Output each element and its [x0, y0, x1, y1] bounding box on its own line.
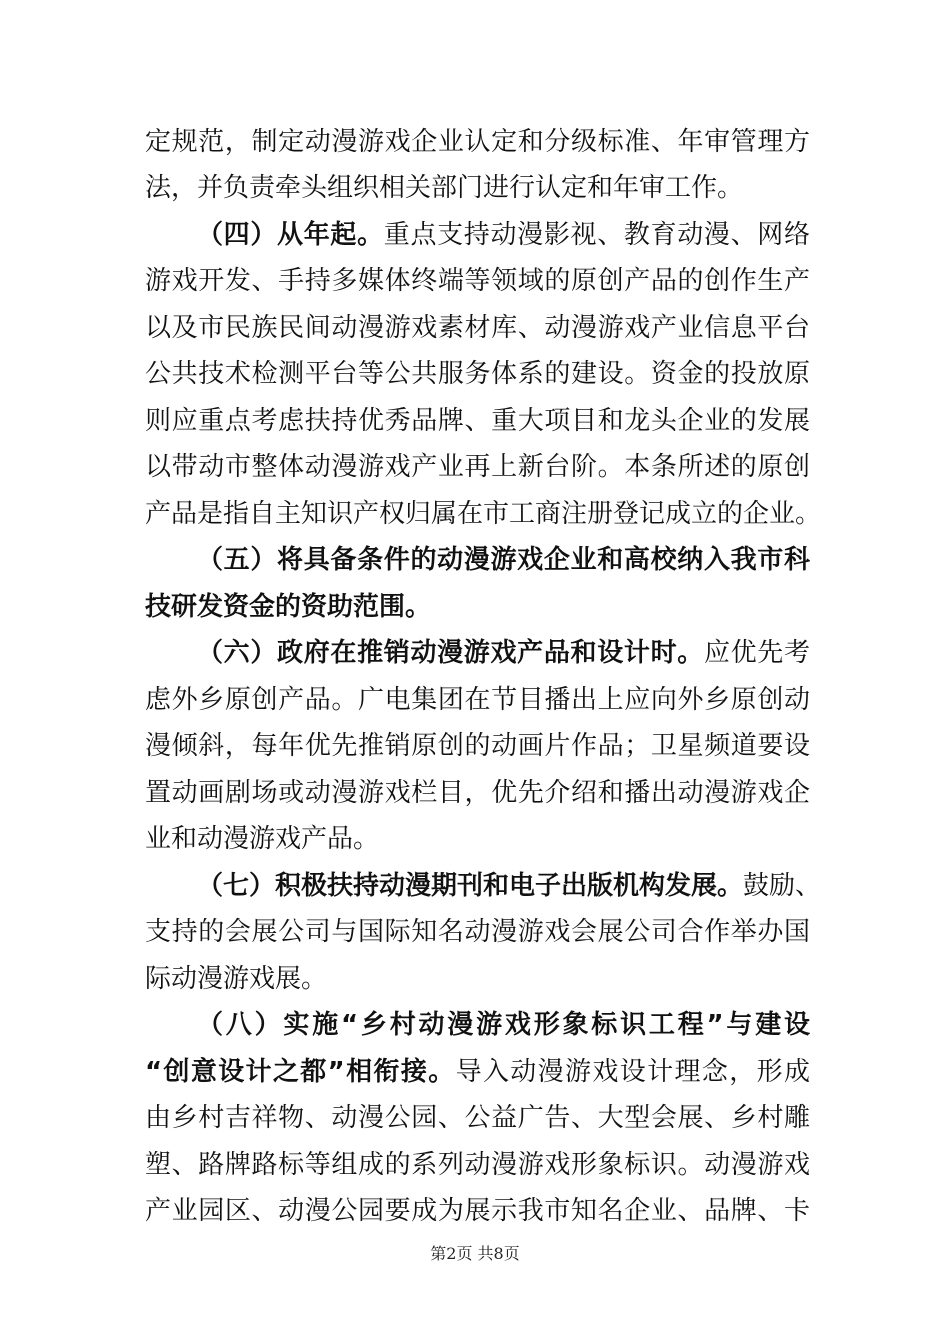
heading-5-line: 技研发资金的资助范围。: [145, 592, 432, 622]
text-span: 应优先考: [703, 638, 810, 668]
heading-5-line: （五）将具备条件的动漫游戏企业和高校纳入我市科: [197, 545, 810, 575]
heading-4: （四）从年起。: [197, 220, 384, 250]
paragraph-4-first-line: [197, 215, 810, 255]
paragraph-8-line: [145, 1052, 810, 1092]
paragraph-7-first-line: [197, 866, 822, 906]
text-span: 导入动漫游戏设计理念，形成: [455, 1057, 810, 1087]
text-span: 鼓励、: [743, 871, 822, 901]
text-line: 虑外乡原创产品。广电集团在节目播出上应向外乡原创动: [145, 685, 810, 715]
paragraph-6-first-line: [197, 633, 810, 673]
text-span: 重点支持动漫影视、教育动漫、网络: [383, 220, 810, 250]
text-line: 法，并负责牵头组织相关部门进行认定和年审工作。: [145, 173, 744, 203]
text-line: 公共技术检测平台等公共服务体系的建设。资金的投放原: [145, 359, 810, 389]
text-line: 以带动市整体动漫游戏产业再上新台阶。本条所述的原创: [145, 452, 810, 482]
text-line: 塑、路牌路标等组成的系列动漫游戏形象标识。动漫游戏: [145, 1150, 810, 1180]
heading-6: （六）政府在推销动漫游戏产品和设计时。: [197, 638, 704, 668]
heading-8-line: （八）实施“乡村动漫游戏形象标识工程”与建设: [197, 1010, 810, 1040]
text-line: 由乡村吉祥物、动漫公园、公益广告、大型会展、乡村雕: [145, 1103, 810, 1133]
page-number-footer: 第2页 共8页: [430, 1244, 520, 1263]
text-line: 以及市民族民间动漫游戏素材库、动漫游戏产业信息平台: [145, 313, 810, 343]
text-line: 则应重点考虑扶持优秀品牌、重大项目和龙头企业的发展: [145, 406, 810, 436]
text-line: 置动画剧场或动漫游戏栏目，优先介绍和播出动漫游戏企: [145, 778, 810, 808]
text-line: 游戏开发、手持多媒体终端等领域的原创产品的创作生产: [145, 266, 810, 296]
text-line: 支持的会展公司与国际知名动漫游戏会展公司合作举办国: [145, 917, 810, 947]
text-line: 业和动漫游戏产品。: [145, 824, 380, 854]
text-line: 产业园区、动漫公园要成为展示我市知名企业、品牌、卡: [145, 1196, 810, 1226]
heading-8-continued: “创意设计之都”相衔接。: [145, 1057, 456, 1087]
text-line: 际动漫游戏展。: [145, 964, 328, 994]
text-line: 产品是指自主知识产权归属在市工商注册登记成立的企业。: [145, 499, 822, 529]
text-line: 定规范，制定动漫游戏企业认定和分级标准、年审管理方: [145, 127, 810, 157]
text-line: 漫倾斜，每年优先推销原创的动画片作品；卫星频道要设: [145, 731, 810, 761]
heading-7: （七）积极扶持动漫期刊和电子出版机构发展。: [197, 871, 744, 901]
